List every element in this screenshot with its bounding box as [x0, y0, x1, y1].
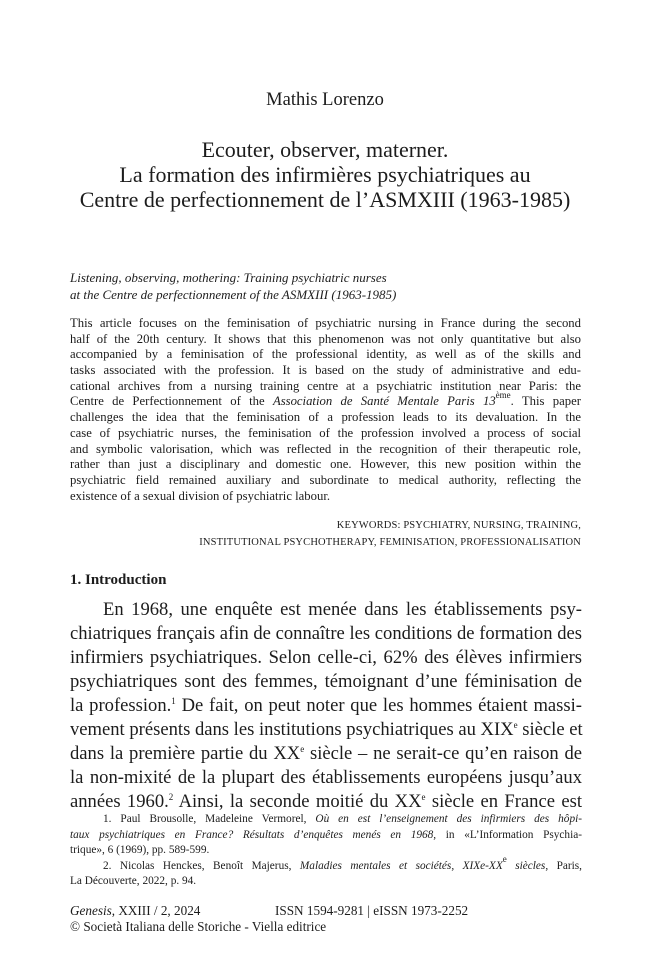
footnote-title: siècles — [506, 859, 546, 872]
association-name: Association de Santé Mentale Paris 13 — [272, 394, 496, 409]
body-line — [70, 790, 582, 814]
body-line: chiatriques français afin de connaître les conditions de formation des — [70, 623, 582, 644]
body-text-run: siècle – ne serait-ce qu’en raison de — [304, 743, 583, 764]
superscript: e — [513, 720, 518, 730]
body-text-run: Ainsi, la seconde moitié du XX — [173, 791, 422, 812]
footnote-title: Maladies mentales et sociétés, XIXe-XX — [299, 859, 503, 872]
footnote-text: , Paris, — [545, 859, 582, 872]
footer-issn: ISSN 1594-9281 | eISSN 1973-2252 — [275, 903, 469, 918]
footer-copyright: © Società Italiana delle Storiche - Viella editrice — [70, 919, 327, 934]
body-line — [70, 742, 582, 766]
abstract-line: This article focuses on the feminisation of psychiatric nursing in France during the second — [70, 316, 581, 330]
superscript: e — [421, 792, 426, 802]
body-text-run: vement présents dans les institutions psychiatriques au XIX — [70, 719, 514, 740]
journal-issue: , XXIII / 2, 2024 — [111, 903, 201, 918]
abstract-line: case of psychiatric nurses, the feminisation of the profession involved a process of social — [70, 425, 581, 440]
footnote-ref[interactable]: 1 — [171, 696, 176, 706]
abstract-text: . This paper — [510, 394, 581, 409]
abstract-line: cational archives from a nursing training centre at a psychiatric institution near Paris: the — [70, 378, 581, 393]
keywords-line: KEYWORDS: PSYCHIATRY, NURSING, TRAINING, — [336, 520, 581, 531]
footnote-title: taux psychiatriques en France? Résultats d’enquêtes menés en 1968, — [70, 828, 437, 841]
body-line: psychiatriques sont des femmes, témoignant d’une féminisation de — [70, 671, 582, 692]
page-footer — [70, 903, 582, 935]
title-line: Ecouter, observer, materner. — [201, 137, 449, 162]
abstract — [70, 316, 581, 504]
superscript: e — [502, 853, 507, 864]
title-line: La formation des infirmières psychiatriques au — [119, 162, 531, 187]
footnote-text: 2. Nicolas Henckes, Benoît Majerus, — [103, 859, 300, 872]
body-text — [70, 598, 582, 814]
body-line: En 1968, une enquête est menée dans les établissements psy- — [103, 599, 582, 620]
footnote-line — [70, 828, 582, 844]
abstract-line: and symbolic valorisation, which was reflected in the recognition of their therapeutic role, — [70, 441, 581, 456]
author-name: Mathis Lorenzo — [266, 90, 384, 110]
body-text-run: dans la première partie du XX — [70, 743, 301, 764]
footnote-line — [70, 853, 582, 875]
abstract-line: psychiatric field remained auxiliary and subordinate to medical authority, reflecting the — [70, 472, 581, 487]
footnote-title: Où en est l’enseignement des infirmiers des hôpi- — [315, 813, 582, 825]
body-text-run: années 1960. — [70, 791, 169, 812]
footnotes — [70, 812, 582, 890]
title-line: Centre de perfectionnement de l’ASMXIII (1963-1985) — [79, 187, 571, 212]
article-title — [0, 137, 650, 212]
footnote-text: 1. Paul Brousolle, Madeleine Vermorel, — [103, 813, 316, 825]
superscript: ème — [495, 390, 511, 401]
body-text-run: De fait, on peut noter que les hommes étaient massi- — [175, 695, 582, 716]
abstract-line: rather than just a disciplinary and domestic one. However, this new position within the — [70, 457, 581, 472]
body-text-run: la profession. — [70, 695, 172, 716]
journal-name: Genesis — [70, 903, 112, 918]
body-line: infirmiers psychiatriques. Selon celle-ci, 62% des élèves infirmiers — [70, 647, 582, 668]
section-heading: 1. Introduction — [70, 572, 167, 588]
english-title-line: at the Centre de perfectionnement of the ASMXIII (1963-1985) — [70, 286, 397, 302]
english-title-line: Listening, observing, mothering: Training psychiatric nurses — [70, 270, 387, 285]
footnote-line — [70, 812, 582, 828]
body-text-run: siècle en France est — [425, 791, 582, 812]
keywords — [66, 517, 581, 551]
abstract-line — [70, 390, 581, 410]
footnote-text: in «L’Information Psychia- — [436, 828, 582, 841]
english-title — [70, 270, 585, 303]
body-line: la non-mixité de la plupart des établissements européens jusqu’aux — [70, 767, 582, 788]
abstract-line: accompanied by a feminisation of the professional identity, as well as of the skills and — [70, 347, 581, 362]
abstract-line: challenges the idea that the feminisation of a profession leads to its devaluation. In the — [70, 410, 581, 425]
footnote-line: trique», 6 (1969), pp. 589-599. — [70, 844, 210, 856]
footnote-line: La Découverte, 2022, p. 94. — [70, 875, 197, 887]
abstract-text: Centre de Perfectionnement of the — [70, 394, 273, 409]
body-line — [70, 718, 582, 742]
superscript: e — [300, 744, 305, 754]
keywords-line: INSTITUTIONAL PSYCHOTHERAPY, FEMINISATION, PROFESSIONALISATION — [199, 537, 581, 548]
abstract-line: tasks associated with the profession. It is based on the study of administrative and edu- — [70, 363, 581, 378]
body-text-run: siècle et — [517, 719, 583, 740]
abstract-line: half of the 20th century. It shows that this phenomenon was not only quantitative but also — [70, 331, 581, 346]
body-line — [70, 694, 582, 718]
footnote-ref[interactable]: 2 — [168, 792, 174, 802]
abstract-line: existence of a sexual division of psychiatric labour. — [70, 488, 331, 503]
